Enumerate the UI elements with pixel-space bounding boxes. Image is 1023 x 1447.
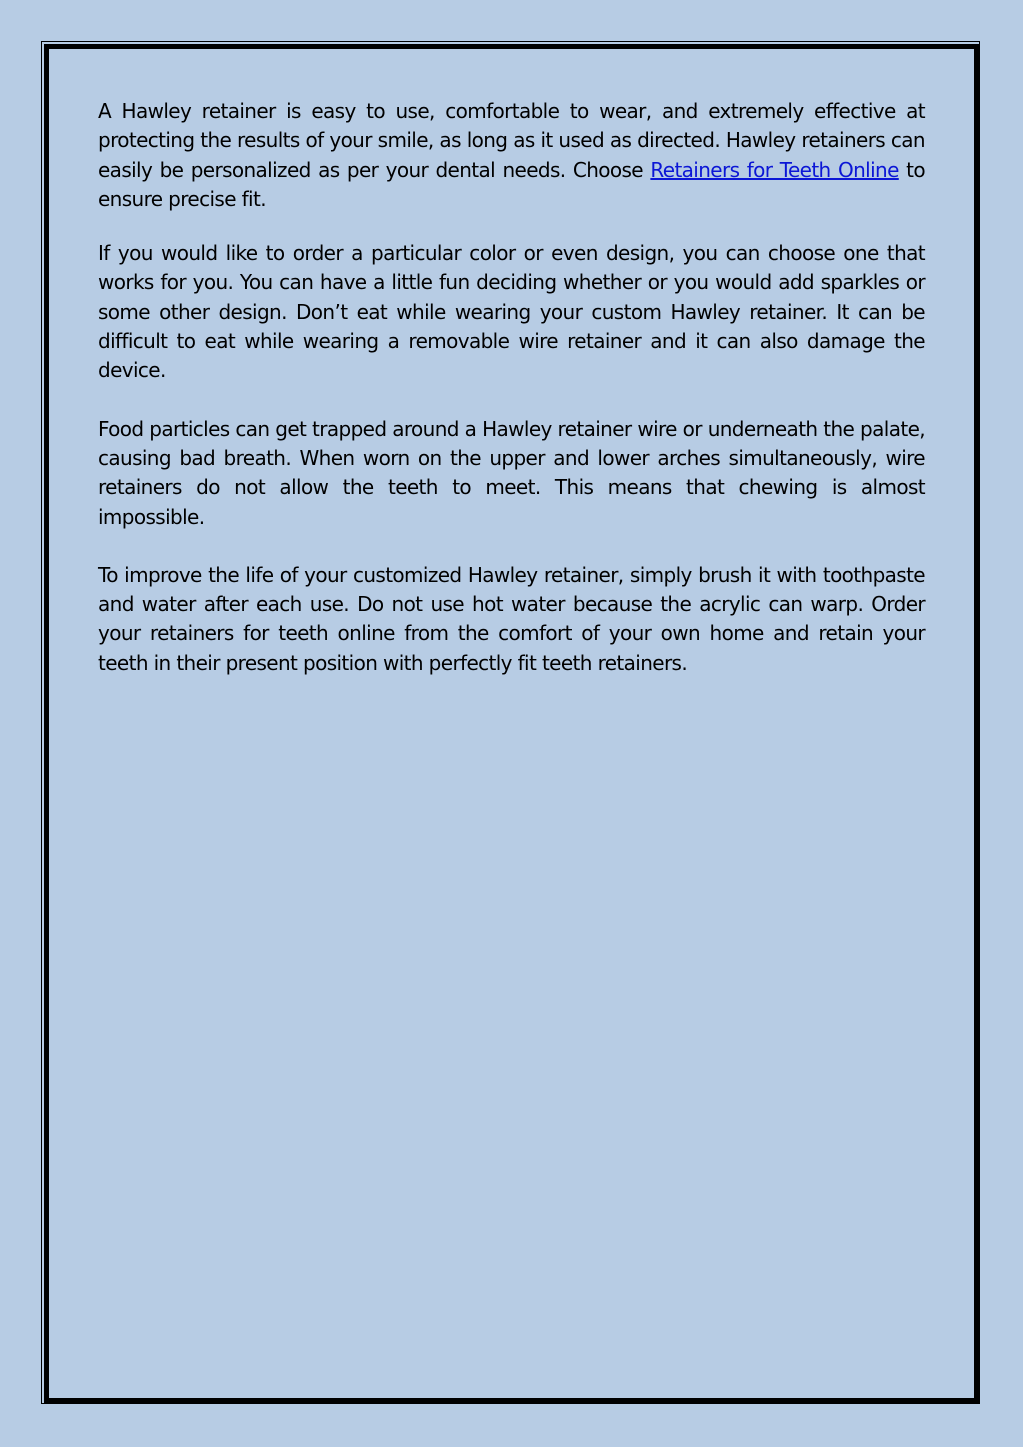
article-body xyxy=(98,97,925,678)
retainers-online-link[interactable]: Retainers for Teeth Online xyxy=(650,157,899,182)
paragraph-2: If you would like to order a particular color or even design, you can choose one that works for you. You can have a little fun deciding whether or you would add sparkles or some other design. Don’t eat while wearing your custom Hawley retainer. It can be difficult to eat while wearing a removable wire retainer and it can also damage the device. xyxy=(98,241,925,383)
paragraph-4: To improve the life of your customized Hawley retainer, simply brush it with toothpaste and water after each use. Do not use hot water because the acrylic can warp. Order your retainers for teeth online from the comfort of your own home and retain your teeth in their present position with perfectly fit teeth retainers. xyxy=(98,562,925,675)
paragraph-1-text-start: A Hawley retainer is easy to use, comfortable to wear, and extremely effective at protecting the results of your smile, as long as it used as directed. Hawley retainers can easily be personalized as per your dental needs. Choose xyxy=(98,99,925,182)
paragraph-1 xyxy=(98,97,925,214)
paragraph-3: Food particles can get trapped around a Hawley retainer wire or underneath the palate, causing bad breath. When worn on the upper and lower arches simultaneously, wire retainers do not allow the teeth to meet. This means that chewing is almost impossible. xyxy=(98,416,925,529)
paragraph-1-text-end: to ensure precise fit. xyxy=(98,157,925,211)
